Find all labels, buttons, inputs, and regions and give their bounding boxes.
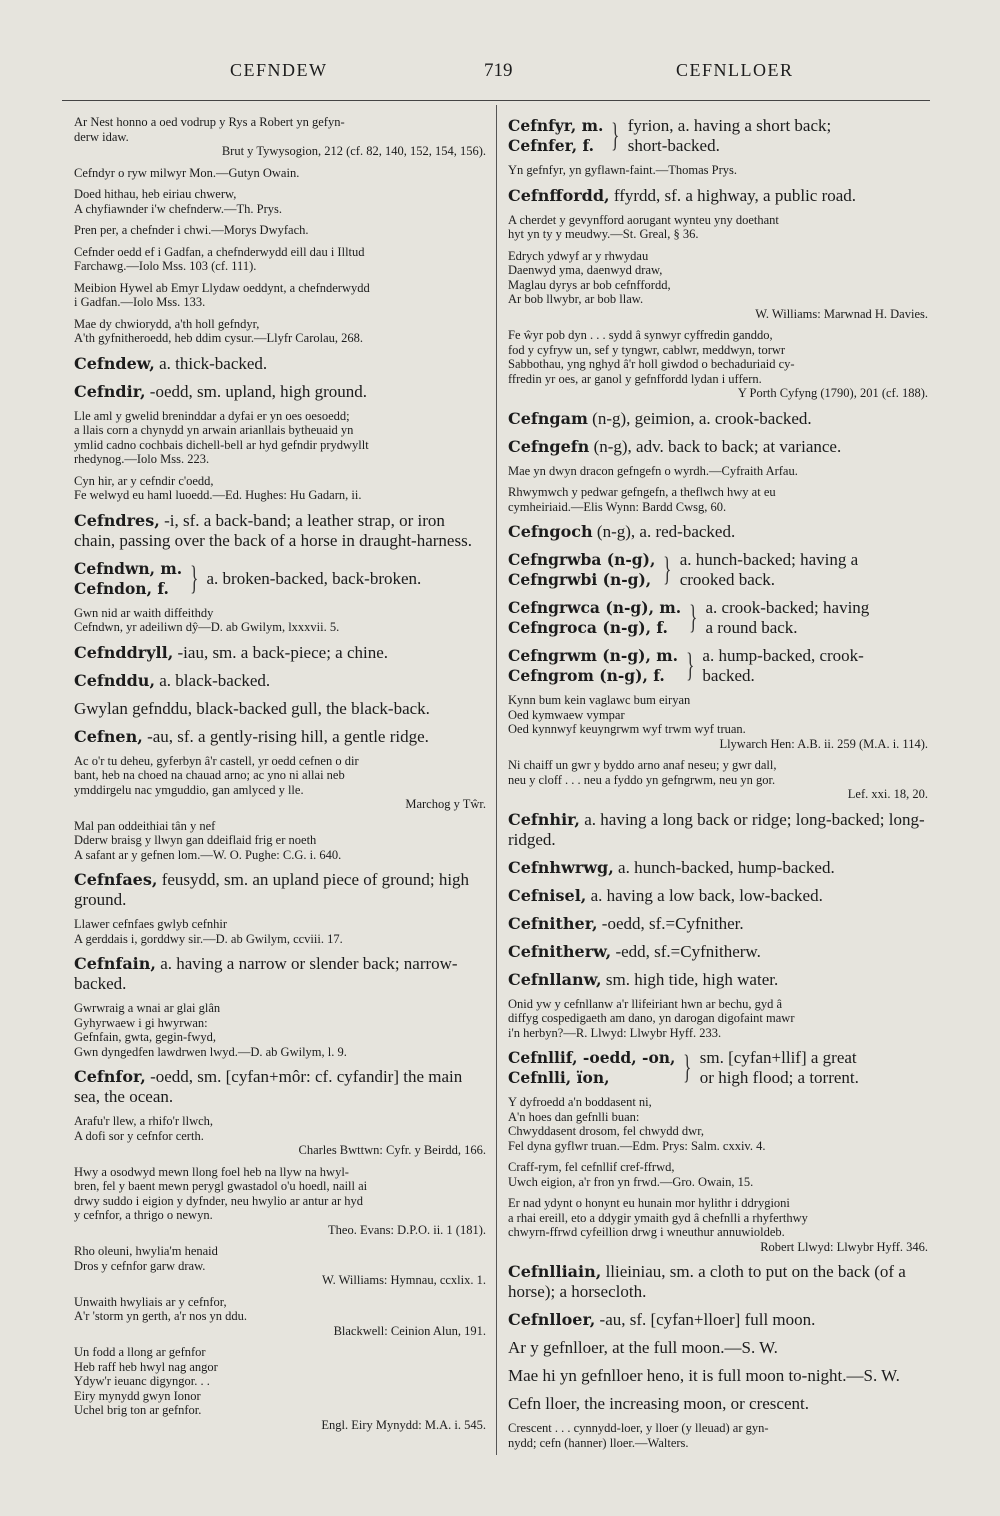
dictionary-entry: [74, 354, 486, 374]
quote-line: ymlid cadno cochbais dichell-bell ar hyd gefndir prydwyllt: [74, 437, 369, 452]
quote-line: hyt yn ty y meudwy.—St. Greal, § 36.: [508, 227, 699, 241]
brace-glyph: }: [689, 599, 698, 636]
quote-line: i'n herbyn?—R. Llwyd: Llwybr Hyff. 233.: [508, 1025, 722, 1040]
definition: a. having a narrow or slender back; narrow-backed.: [74, 954, 458, 993]
headword: Cefnllanw,: [508, 969, 602, 989]
dictionary-entry: [74, 671, 486, 691]
quote-source: Y Porth Cyfyng (1790), 201 (cf. 188).: [737, 386, 928, 400]
quote-line: Heb raff heb hwyl nag angor: [74, 1359, 218, 1374]
dictionary-entry: [74, 699, 486, 719]
dictionary-entry: [74, 382, 486, 402]
quote-line: chwyrn-ffrwd cyfeillion drwg i wneuthur annuwioldeb.: [508, 1225, 785, 1239]
headword: Cefnfaes,: [74, 870, 158, 889]
quote-source: Blackwell: Ceinion Alun, 191.: [333, 1323, 486, 1338]
quote-line: a rhai ereill, eto a ddygir ymaith gyd â chefnlli a rhyferthwy: [508, 1210, 808, 1225]
quote-line: Fe ŵyr pob dyn . . . sydd â synwyr cyffredin ganddo,: [508, 328, 773, 342]
citation-quote: [74, 115, 486, 159]
definition: Gwylan gefnddu, black-backed gull, the black-back.: [74, 698, 430, 718]
quote-line: Ar bob llwybr, ar bob llaw.: [508, 292, 644, 306]
citation-quote: [74, 409, 486, 467]
definition: -i, sf. a back-band; a leather strap, or iron chain, passing over the back of a horse in draught-harness.: [74, 510, 472, 550]
citation-quote: [74, 1165, 486, 1238]
quote-line: Cyn hir, ar y cefndir c'oedd,: [74, 473, 214, 488]
quote-line: Gyhyrwaew i gi hwyrwan:: [74, 1015, 208, 1030]
quote-source: Engl. Eiry Mynydd: M.A. i. 545.: [321, 1417, 486, 1432]
citation-quote: [508, 163, 928, 178]
headword: Cefnddryll,: [74, 642, 174, 662]
quote-line: Oed kynnwyf keuyngrwm wyf trwm wyf truan.: [508, 722, 746, 736]
quote-line: Un fodd a llong ar gefnfor: [74, 1345, 206, 1359]
definition: a. black-backed.: [159, 670, 271, 690]
quote-line: Yn gefnfyr, yn gyflawn-faint.—Thomas Prys.: [508, 163, 737, 177]
headword: Cefnlliain,: [508, 1262, 602, 1281]
quote-line: bant, heb na choed na chauad arno; ac yno ni allai neb: [74, 768, 345, 782]
definition: -oedd, sm. [cyfan+môr: cf. cyfandir] the main sea, the ocean.: [74, 1067, 463, 1106]
dictionary-entry: [508, 1310, 928, 1330]
quote-line: Fel dyna gyflwr truan.—Edm. Prys: Salm. cxxiv. 4.: [508, 1138, 766, 1153]
definition: -au, sf. [cyfan+lloer] full moon.: [599, 1310, 816, 1329]
paired-entry: [508, 1048, 928, 1088]
headword: Cefnffordd,: [508, 185, 610, 205]
dictionary-entry: [74, 643, 486, 663]
quote-line: derw idaw.: [74, 129, 129, 144]
quote-line: Fe welwyd eu haml luoedd.—Ed. Hughes: Hu Gadarn, ii.: [74, 488, 362, 502]
headword: Cefnfyr, m.: [508, 116, 604, 135]
quote-source: Brut y Tywysogion, 212 (cf. 82, 140, 152, 154, 156).: [221, 144, 486, 158]
citation-quote: [74, 1345, 486, 1432]
paired-entry: [508, 116, 928, 156]
quote-source: Robert Llwyd: Llwybr Hyff. 346.: [760, 1239, 928, 1254]
brace-glyph: }: [686, 647, 695, 684]
definition: Cefn lloer, the increasing moon, or crescent.: [508, 1394, 809, 1413]
quote-source: W. Williams: Hymnau, ccxlix. 1.: [321, 1273, 486, 1287]
citation-quote: [74, 754, 486, 812]
definition: [680, 550, 928, 590]
quote-line: Unwaith hwyliais ar y cefnfor,: [74, 1294, 227, 1309]
definition-line: or high flood; a torrent.: [699, 1068, 859, 1087]
citation-quote: [74, 1001, 486, 1059]
paired-entry: [74, 559, 486, 599]
column-divider: [496, 105, 497, 1455]
definition-line: a. hunch-backed; having a: [679, 550, 859, 569]
definition: [628, 116, 928, 156]
quote-line: Cefnder oedd ef i Gadfan, a chefnderwydd eill dau i Illtud: [74, 244, 365, 259]
quote-line: Kynn bum kein vaglawc bum eiryan: [508, 693, 691, 707]
definition: a. hunch-backed, hump-backed.: [618, 857, 835, 877]
quote-line: A'th gyfnitheroedd, heb ddim cysur.—Llyfr Carolau, 268.: [74, 331, 364, 345]
quote-line: Eiry mynydd gwyn Ionor: [74, 1388, 201, 1403]
quote-line: bren, fel y baent mewn perygl gwastadol o'u hoedl, naill ai: [74, 1179, 368, 1193]
headword: Cefngefn: [508, 436, 590, 456]
brace-glyph: }: [683, 1049, 692, 1086]
quote-line: neu y cloff . . . neu a fyddo yn gefngrwm, neu yn gor.: [508, 772, 776, 787]
quote-line: Onid yw y cefnllanw a'r llifeiriant hwn ar bechu, gyd â: [508, 996, 783, 1011]
quote-line: Cefndwn, yr adeiliwn dŷ—D. ab Gwilym, lxxxvii. 5.: [74, 620, 340, 634]
quote-line: Mal pan oddeithiai tân y nef: [74, 818, 216, 833]
dictionary-entry: [74, 727, 486, 747]
quote-line: Meibion Hywel ab Emyr Llydaw oeddynt, a chefnderwydd: [74, 280, 370, 295]
headword: Cefngam: [508, 408, 588, 428]
quote-line: A cherdet y gevynfford aorugant wynteu yny doethant: [508, 212, 779, 227]
headword: Cefnfain,: [74, 954, 156, 973]
headword: Cefngroca (n-g), f.: [508, 618, 668, 637]
definition: [702, 646, 928, 686]
definition: Mae hi yn gefnlloer heno, it is full moon to-night.—S. W.: [508, 1366, 900, 1385]
citation-quote: [74, 223, 486, 238]
quote-line: A gerddais i, gorddwy sir.—D. ab Gwilym, ccviii. 17.: [74, 931, 343, 946]
quote-source: Marchog y Tŵr.: [405, 797, 486, 811]
definition-line: a. crook-backed; having: [705, 598, 870, 617]
paired-entry: [508, 598, 928, 638]
quote-line: Doed hithau, heb eiriau chwerw,: [74, 187, 237, 201]
dictionary-entry: [508, 437, 928, 457]
definition-line: crooked back.: [679, 570, 776, 589]
definition-line: short-backed.: [627, 136, 720, 155]
citation-quote: [74, 606, 486, 635]
quote-line: Arafu'r llew, a rhifo'r llwch,: [74, 1114, 214, 1128]
definition: llieiniau, sm. a cloth to put on the back (of a horse); a horsecloth.: [508, 1262, 906, 1301]
brace-glyph: }: [611, 117, 620, 154]
citation-quote: [74, 474, 486, 503]
quote-source: Theo. Evans: D.P.O. ii. 1 (181).: [328, 1222, 486, 1237]
quote-line: Rhwymwch y pedwar gefngefn, a theflwch hwy at eu: [508, 485, 776, 499]
dictionary-entry: [508, 914, 928, 934]
quote-line: Cefndyr o ryw milwyr Mon.—Gutyn Owain.: [74, 165, 300, 180]
dictionary-entry: [508, 1262, 928, 1302]
quote-line: ffredin yr oes, ar ganol y gefnffordd lydan i uffern.: [508, 371, 762, 386]
citation-quote: [508, 213, 928, 242]
quote-line: Y dyfroedd a'n boddasent ni,: [508, 1095, 652, 1109]
dictionary-entry: [74, 954, 486, 994]
quote-line: Crescent . . . cynnydd-loer, y lloer (y lleuad) ar gyn-: [508, 1421, 769, 1435]
headword: Cefnfer, f.: [508, 136, 595, 155]
citation-quote: [74, 187, 486, 216]
headword: Cefnllif, -oedd, -on,: [508, 1048, 676, 1067]
definition: -oedd, sf.=Cyfnither.: [601, 913, 744, 933]
quote-line: Gwn nid ar waith diffeithdy: [74, 605, 214, 620]
definition-line: backed.: [702, 666, 755, 685]
headword: Cefngrwba (n-g),: [508, 550, 656, 569]
dictionary-entry: [508, 409, 928, 429]
quote-source: W. Williams: Marwnad H. Davies.: [755, 306, 928, 321]
definition: a. thick-backed.: [159, 353, 268, 373]
dictionary-entry: [508, 810, 928, 850]
headword: Cefnhir,: [508, 809, 580, 829]
quote-line: rhedynog.—Iolo Mss. 223.: [74, 452, 210, 466]
quote-line: y cefnfor, a thrigo o newyn.: [74, 1208, 213, 1222]
citation-quote: [508, 1196, 928, 1254]
quote-line: Oed kymwaew vympar: [508, 707, 625, 722]
definition: (n-g), a. red-backed.: [596, 522, 736, 541]
quote-line: Pren per, a chefnder i chwi.—Morys Dwyfach.: [74, 223, 309, 237]
quote-line: Hwy a osodwyd mewn llong foel heb na llyw na hwyl-: [74, 1164, 349, 1179]
headword: Cefndwn, m.: [74, 558, 183, 578]
quote-source: Llywarch Hen: A.B. ii. 259 (M.A. i. 114).: [719, 736, 928, 751]
quote-line: Er nad ydynt o honynt eu hunain mor hylithr i ddrygioni: [508, 1196, 790, 1210]
left-column: [74, 108, 486, 1432]
definition: -iau, sm. a back-piece; a chine.: [177, 642, 389, 662]
citation-quote: [508, 693, 928, 751]
headword: Cefnfor,: [74, 1067, 146, 1086]
paired-entry: [508, 550, 928, 590]
citation-quote: [74, 166, 486, 181]
quote-line: Edrych ydwyf ar y rhwydau: [508, 248, 649, 263]
paired-entry: [508, 646, 928, 686]
quote-line: A'n hoes dan gefnlli buan:: [508, 1109, 640, 1124]
definition: sm. high tide, high water.: [605, 969, 779, 989]
citation-quote: [508, 1421, 928, 1450]
headword-group: [508, 1048, 675, 1088]
dictionary-entry: [74, 870, 486, 910]
quote-line: Gefnfain, gwta, gegin-fwyd,: [74, 1030, 216, 1044]
quote-line: Ni chaiff un gwr y byddo arno anaf neseu; y gwr dall,: [508, 758, 777, 772]
quote-line: Dros y cefnfor garw draw.: [74, 1258, 206, 1273]
definition: [700, 1048, 928, 1088]
quote-source: Lef. xxi. 18, 20.: [847, 787, 928, 801]
headword: Cefnither,: [508, 913, 598, 933]
brace-glyph: }: [663, 551, 672, 588]
header-rule: [62, 100, 930, 101]
running-head-right: CEFNLLOER: [676, 60, 794, 80]
citation-quote: [74, 819, 486, 863]
dictionary-entry: [508, 186, 928, 206]
quote-line: Dderw braisg y llwyn gan ddeiflaid frig er noeth: [74, 833, 317, 847]
definition: feusydd, sm. an upland piece of ground; high ground.: [74, 870, 470, 909]
dictionary-entry: [508, 886, 928, 906]
quote-line: Chwyddasent drosom, fel chwydd dwr,: [508, 1124, 704, 1138]
headword: Cefngrom (n-g), f.: [508, 666, 665, 685]
headword-group: [508, 646, 678, 686]
citation-quote: [508, 249, 928, 322]
headword: Cefndres,: [74, 510, 160, 530]
definition: Ar y gefnlloer, at the full moon.—S. W.: [508, 1338, 778, 1357]
quote-line: Sabbothau, yng nghyd â'r holl giwdod o bechaduriaid cy-: [508, 357, 795, 371]
citation-quote: [508, 758, 928, 802]
definition-line: a. broken-backed, back-broken.: [206, 568, 422, 588]
quote-line: Uchel brig ton ar gefnfor.: [74, 1403, 202, 1417]
definition: [706, 598, 929, 638]
dictionary-entry: [508, 1338, 928, 1358]
quote-line: Mae yn dwyn dracon gefngefn o wyrdh.—Cyfraith Arfau.: [508, 463, 798, 478]
headword: Cefngrwbi (n-g),: [508, 570, 652, 589]
quote-line: Gwn dyngedfen lawdrwen lwyd.—D. ab Gwilym, l. 9.: [74, 1044, 347, 1059]
headword: Cefnitherw,: [508, 941, 612, 961]
quote-line: Llawer cefnfaes gwlyb cefnhir: [74, 917, 228, 931]
dictionary-entry: [508, 970, 928, 990]
quote-line: a llais corn a chynydd yn arwain arianllais bytheuaid yn: [74, 423, 354, 437]
quote-line: Ac o'r tu deheu, gyferbyn â'r castell, yr oedd cefnen o dir: [74, 753, 359, 768]
dictionary-entry: [74, 511, 486, 551]
citation-quote: [74, 1244, 486, 1288]
headword: Cefnisel,: [508, 885, 587, 905]
definition: (n-g), geimion, a. crook-backed.: [592, 408, 812, 428]
headword-group: [508, 550, 655, 590]
citation-quote: [508, 1095, 928, 1153]
definition: [207, 569, 486, 589]
brace-glyph: }: [190, 559, 199, 597]
page-number: 719: [484, 60, 513, 81]
quote-line: Gwrwraig a wnai ar glai glân: [74, 1001, 221, 1015]
headword: Cefngrwca (n-g), m.: [508, 598, 682, 617]
quote-line: Uwch eigion, a'r fron yn frwd.—Gro. Owain, 15.: [508, 1174, 754, 1189]
running-head-left: CEFNDEW: [230, 60, 328, 80]
definition: -au, sf. a gently-rising hill, a gentle ridge.: [147, 726, 429, 746]
definition-line: a. hump-backed, crook-: [702, 646, 864, 665]
quote-line: i Gadfan.—Iolo Mss. 133.: [74, 295, 206, 309]
headword: Cefndon, f.: [74, 578, 169, 598]
quote-line: Farchawg.—Iolo Mss. 103 (cf. 111).: [74, 259, 257, 273]
citation-quote: [74, 1114, 486, 1158]
quote-line: Ydyw'r ieuanc digyngor. . .: [74, 1374, 210, 1388]
definition-line: fyrion, a. having a short back;: [627, 116, 832, 135]
quote-line: A'r 'storm yn gerth, a'r nos yn ddu.: [74, 1309, 248, 1323]
citation-quote: [74, 245, 486, 274]
right-column: [508, 108, 928, 1450]
quote-line: Lle aml y gwelid breninddar a dyfai er yn oes oesoedd;: [74, 408, 350, 423]
quote-line: ymddirgelu nac ymguddio, gan amlyced y lle.: [74, 782, 304, 797]
headword-group: [508, 116, 603, 156]
quote-line: Daenwyd yma, daenwyd draw,: [508, 263, 663, 277]
quote-line: drwy suddo i eigion y dyfnder, neu hwylio ar antur ar hyd: [74, 1193, 364, 1208]
quote-line: A safant ar y gefnen lom.—W. O. Pughe: C.G. i. 640.: [74, 847, 342, 862]
quote-line: A chyfiawnder i'w chefnderw.—Th. Prys.: [74, 201, 282, 216]
headword-group: [508, 598, 681, 638]
quote-line: A dofi sor y cefnfor certh.: [74, 1128, 204, 1143]
headword: Cefnen,: [74, 726, 143, 746]
definition: a. having a long back or ridge; long-backed; long-ridged.: [508, 809, 925, 849]
definition-line: a round back.: [705, 618, 798, 637]
definition: ffyrdd, sf. a highway, a public road.: [613, 185, 857, 205]
citation-quote: [508, 464, 928, 479]
quote-line: Mae dy chwiorydd, a'th holl gefndyr,: [74, 316, 260, 331]
headword: Cefnhwrwg,: [508, 857, 614, 877]
citation-quote: [74, 281, 486, 310]
quote-line: nydd; cefn (hanner) lloer.—Walters.: [508, 1435, 689, 1450]
quote-line: diffyg cospedigaeth am dano, yn darogan digofaint mawr: [508, 1011, 795, 1025]
quote-source: Charles Bwttwn: Cyfr. y Beirdd, 166.: [298, 1143, 486, 1157]
citation-quote: [74, 1295, 486, 1339]
headword-group: [74, 559, 182, 599]
citation-quote: [508, 328, 928, 401]
citation-quote: [74, 317, 486, 346]
definition: -oedd, sm. upland, high ground.: [149, 381, 367, 401]
headword: Cefndew,: [74, 353, 155, 373]
citation-quote: [508, 997, 928, 1041]
headword: Cefndir,: [74, 381, 146, 401]
dictionary-entry: [74, 1067, 486, 1107]
quote-line: fod y cyfryw un, sef y tyngwr, cablwr, meddwyn, torwr: [508, 342, 786, 357]
quote-line: Rho oleuni, hwylia'm henaid: [74, 1244, 218, 1258]
quote-line: Maglau dyrys ar bob cefnffordd,: [508, 277, 671, 292]
headword: Cefnlloer,: [508, 1310, 596, 1329]
dictionary-entry: [508, 858, 928, 878]
citation-quote: [508, 1160, 928, 1189]
headword: Cefnddu,: [74, 670, 156, 690]
quote-line: Craff-rym, fel cefnllif cref-ffrwd,: [508, 1160, 675, 1174]
headword: Cefngrwm (n-g), m.: [508, 646, 679, 665]
citation-quote: [74, 917, 486, 946]
dictionary-entry: [508, 942, 928, 962]
quote-line: cymheiriaid.—Elis Wynn: Bardd Cwsg, 60.: [508, 499, 727, 514]
dictionary-entry: [508, 522, 928, 542]
definition: a. having a low back, low-backed.: [590, 885, 823, 905]
dictionary-entry: [508, 1366, 928, 1386]
citation-quote: [508, 485, 928, 514]
headword: Cefnlli, ïon,: [508, 1068, 610, 1087]
dictionary-entry: [508, 1394, 928, 1414]
headword: Cefngoch: [508, 522, 593, 541]
definition: -edd, sf.=Cyfnitherw.: [615, 941, 761, 961]
definition-line: sm. [cyfan+llif] a great: [699, 1048, 857, 1067]
quote-line: Ar Nest honno a oed vodrup y Rys a Robert yn gefyn-: [74, 115, 345, 129]
definition: (n-g), adv. back to back; at variance.: [593, 436, 842, 456]
